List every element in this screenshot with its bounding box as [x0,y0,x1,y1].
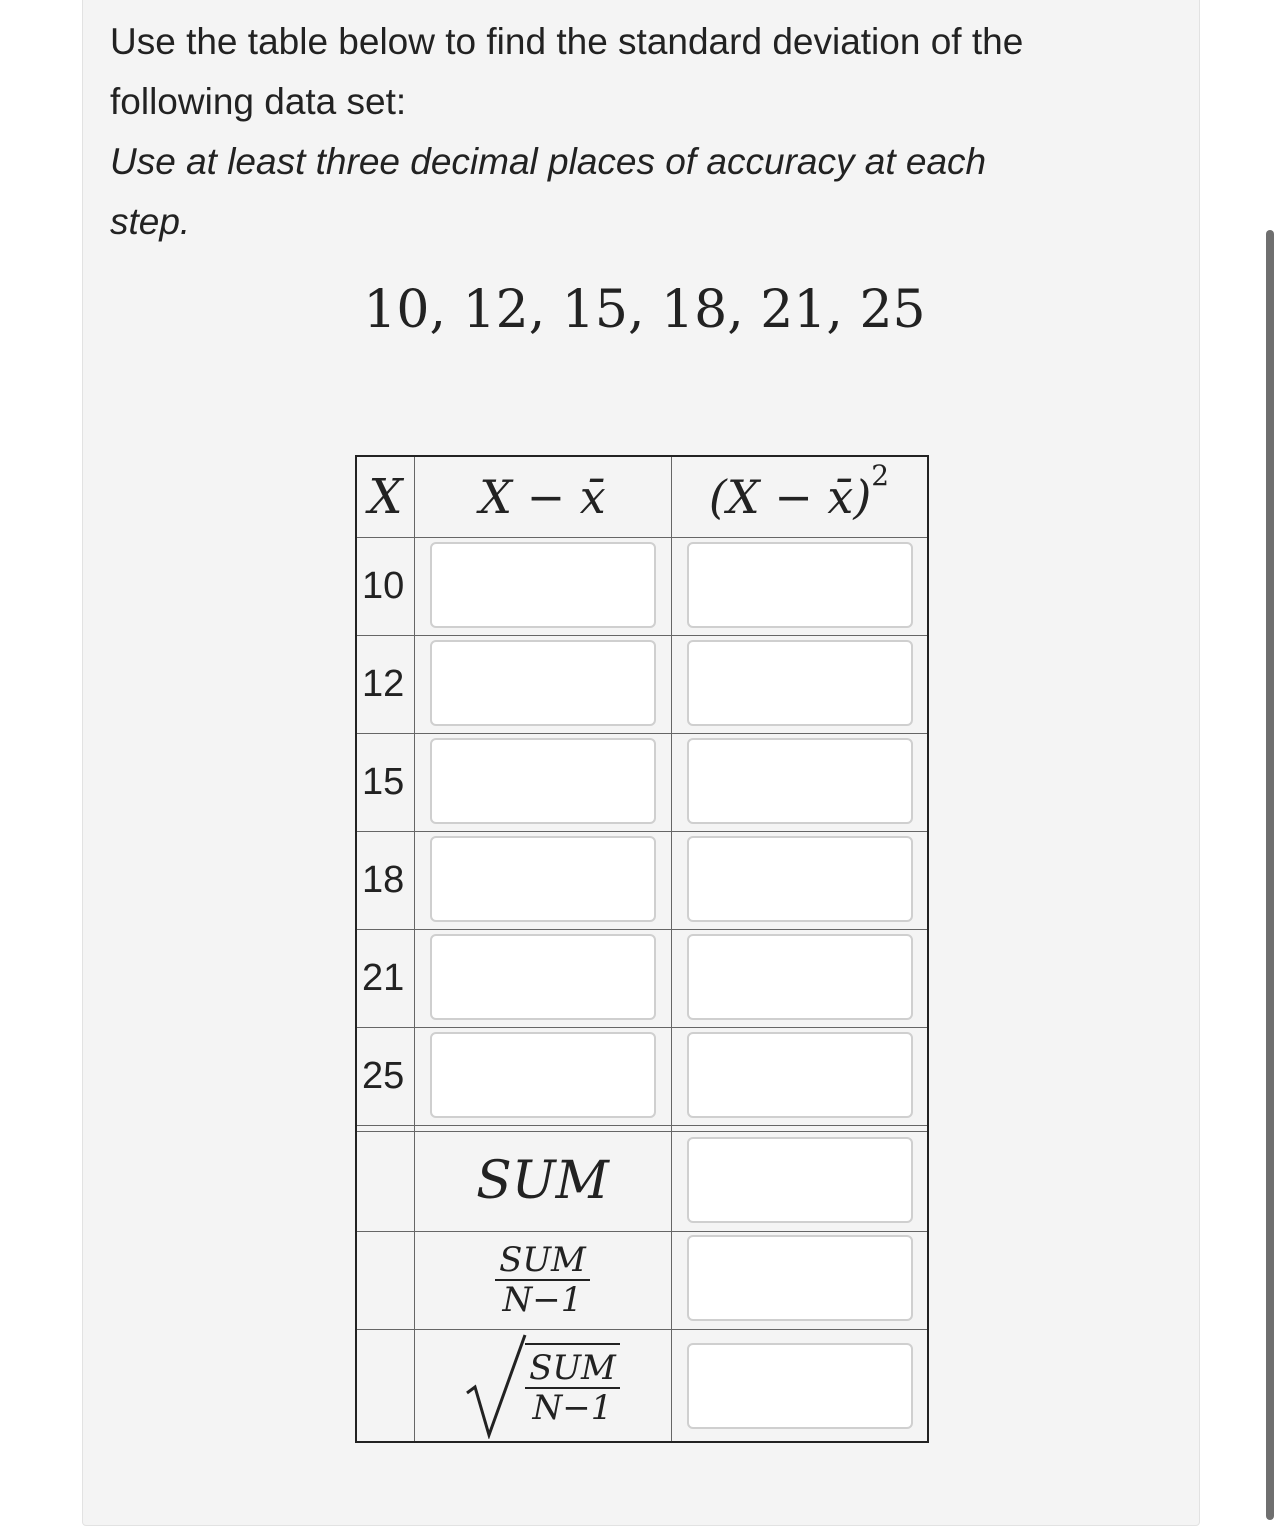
x-value-cell: 12 [362,662,405,705]
col-divider-2 [671,457,672,1441]
prompt-line-4: step. [110,201,191,242]
deviation-input-row-4[interactable] [430,836,656,922]
stddev-numerator: SUM [525,1349,620,1389]
row-divider [357,929,927,930]
sum-label: SUM [476,1151,609,1211]
squared-deviation-input-row-6[interactable] [687,1032,913,1118]
row-divider [357,635,927,636]
x-value-cell: 10 [362,564,405,607]
deviation-input-row-3[interactable] [430,738,656,824]
scrollbar[interactable] [1266,230,1274,1520]
x-value-cell: 25 [362,1054,405,1097]
variance-label-cell [414,1231,671,1329]
variance-input[interactable] [687,1235,913,1321]
stddev-fraction [525,1343,620,1427]
squared-deviation-input-row-5[interactable] [687,934,913,1020]
row-divider [357,733,927,734]
x-value-cell: 15 [362,760,405,803]
header-deviation [414,457,671,537]
prompt-line-2: following data set: [110,81,407,122]
question-prompt [110,12,1190,252]
stddev-input[interactable] [687,1343,913,1429]
x-value-cell: 18 [362,858,405,901]
x-value-cell: 21 [362,956,405,999]
row-divider [357,537,927,538]
variance-denominator: N−1 [502,1280,583,1320]
squared-deviation-input-row-4[interactable] [687,836,913,922]
header-x-label: X [368,469,403,525]
row-divider [357,1125,927,1126]
stddev-table [355,455,929,1443]
stddev-label-cell [414,1329,671,1441]
sum-input[interactable] [687,1137,913,1223]
header-x [357,457,414,537]
variance-numerator: SUM [495,1241,590,1281]
sum-label-cell [414,1131,671,1231]
header-deviation-label: X − x̄ [479,470,606,524]
deviation-input-row-1[interactable] [430,542,656,628]
deviation-input-row-5[interactable] [430,934,656,1020]
squared-deviation-input-row-1[interactable] [687,542,913,628]
prompt-line-3: Use at least three decimal places of accuracy at each [110,141,987,182]
stddev-denominator: N−1 [532,1388,613,1428]
prompt-line-1: Use the table below to find the standard deviation of the [110,21,1024,62]
squared-deviation-input-row-3[interactable] [687,738,913,824]
square-root-icon [465,1331,529,1439]
data-set: 10, 12, 15, 18, 21, 25 [363,280,926,340]
deviation-input-row-6[interactable] [430,1032,656,1118]
header-squared-exponent: 2 [871,459,890,492]
variance-fraction [495,1241,590,1319]
squared-deviation-input-row-2[interactable] [687,640,913,726]
row-divider [357,1027,927,1028]
row-divider [357,831,927,832]
deviation-input-row-2[interactable] [430,640,656,726]
header-squared-base: (X − x̄) [708,470,872,524]
header-squared-deviation [671,457,927,537]
